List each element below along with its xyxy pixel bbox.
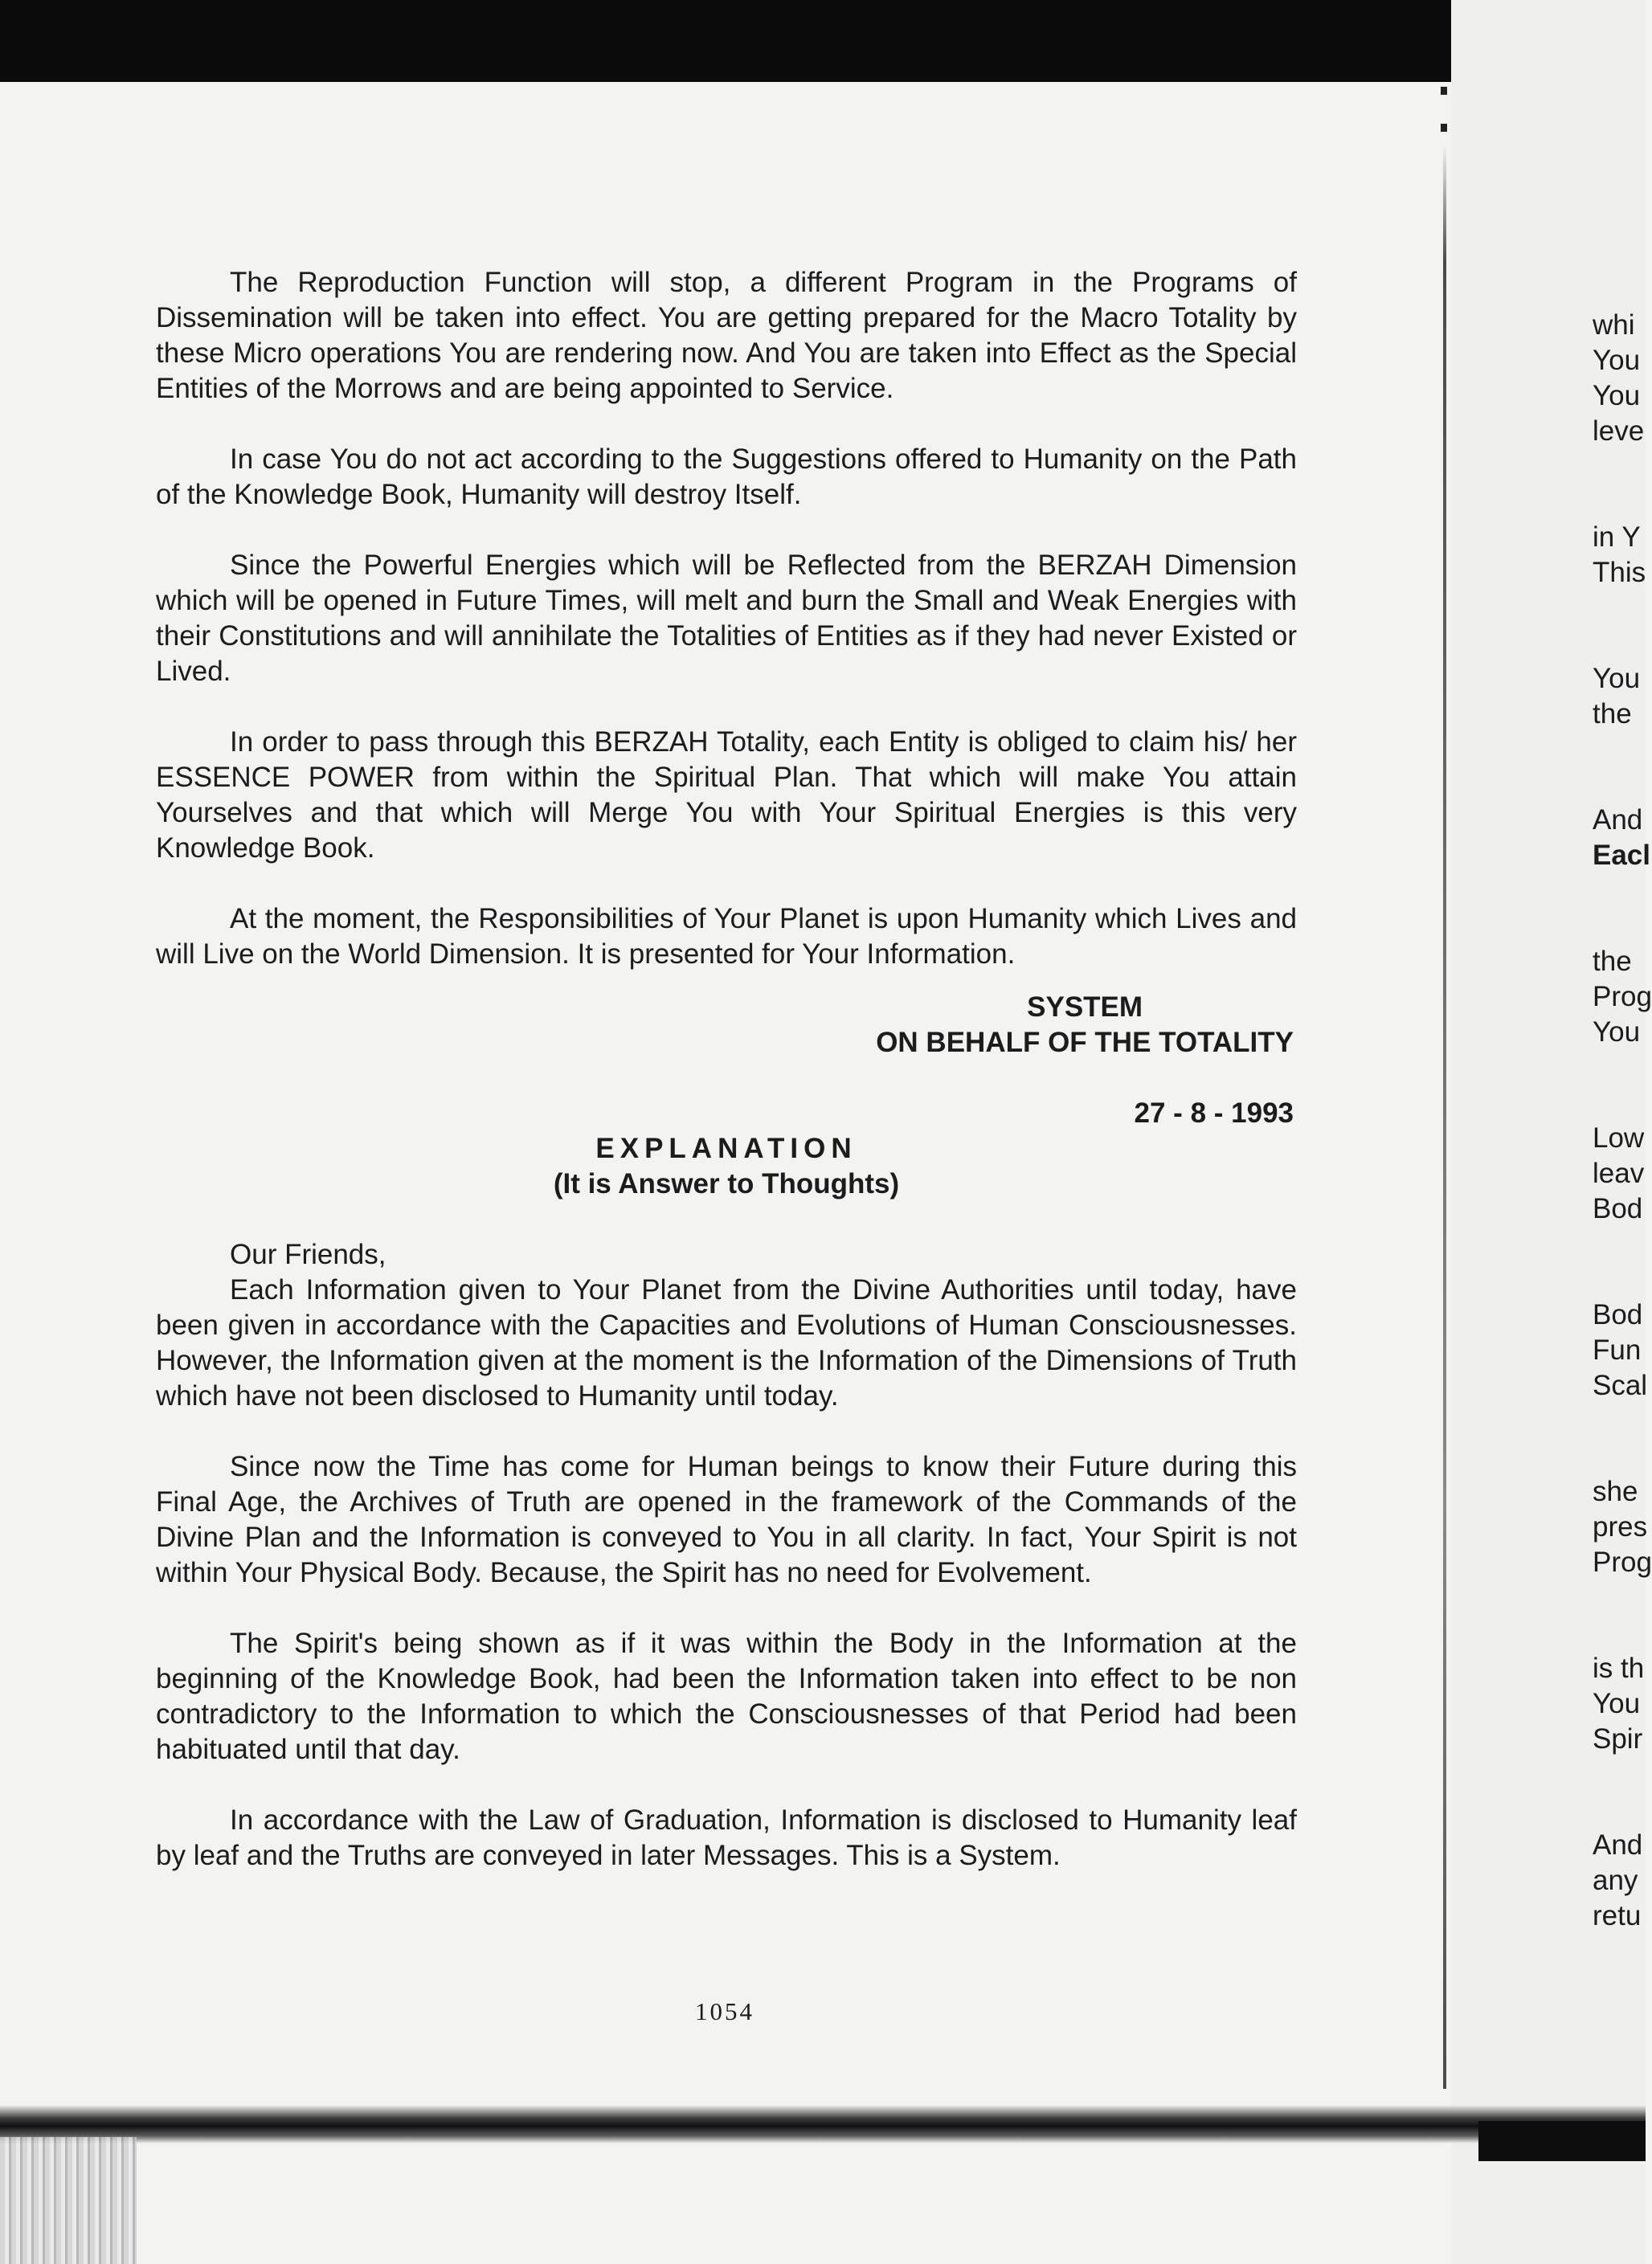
facing-page-fragment: the	[1593, 946, 1632, 977]
facing-page-fragment: And	[1593, 804, 1643, 836]
facing-page-fragment: Bod	[1593, 1299, 1643, 1330]
facing-page-fragment: pres	[1593, 1511, 1648, 1543]
facing-page-fragment: Spir	[1593, 1723, 1643, 1755]
signature-block	[156, 990, 1297, 1060]
page-body	[156, 265, 1297, 1874]
scan-bottom-shadow	[0, 2105, 1646, 2143]
page-gutter-line	[1443, 145, 1446, 2089]
facing-page-fragment: This	[1593, 557, 1646, 588]
facing-page-fragment: You	[1593, 380, 1641, 411]
scan-bottom-corner	[0, 2137, 137, 2264]
facing-page-fragment: You	[1593, 663, 1641, 694]
body-paragraph: In case You do not act according to the Suggestions offered to Humanity on the Path of the Knowledge Book, Humanity will destroy Itself.	[156, 443, 1297, 510]
facing-page-fragment: Eacl	[1593, 840, 1650, 871]
scan-bottom-right-shadow	[1478, 2121, 1646, 2161]
facing-page-fragment: in Y	[1593, 521, 1641, 553]
body-paragraph: At the moment, the Responsibilities of Your Planet is upon Humanity which Lives and will Live on the World Dimension. It is presented for Your Information.	[156, 903, 1297, 970]
page-number: 1054	[695, 1997, 754, 2025]
salutation: Our Friends,	[230, 1239, 386, 1270]
signature-line-1: SYSTEM	[1027, 991, 1143, 1023]
facing-page-fragment: You	[1593, 1688, 1641, 1719]
facing-page-fragment: Prog	[1593, 1547, 1652, 1578]
section-heading: EXPLANATION	[595, 1133, 857, 1164]
signature-line-2: ON BEHALF OF THE TOTALITY	[876, 1027, 1294, 1058]
facing-page-fragment: Scal	[1593, 1370, 1648, 1401]
body-paragraph: Each Information given to Your Planet from the Divine Authorities until today, have been given in accordance with the Capacities and Evolutions of Human Consciousnesses. However, the Information given at the moment is the Information of the Dimensions of Truth which have not been disclosed to Humanity until today.	[156, 1274, 1297, 1412]
facing-page-fragment: You	[1593, 345, 1641, 376]
body-paragraph: In accordance with the Law of Graduation, Information is disclosed to Humanity leaf by leaf and the Truths are conveyed in later Messages. This is a System.	[156, 1804, 1297, 1871]
scan-top-border	[0, 0, 1646, 82]
facing-page-fragment: Prog	[1593, 981, 1652, 1012]
body-paragraph: The Spirit's being shown as if it was within the Body in the Information at the beginning of the Knowledge Book, had been the Information taken into effect to be non contradictory to the Information to which the Consciousnesses of that Period had been habituated until that day.	[156, 1628, 1297, 1765]
facing-page-fragment: And	[1593, 1829, 1643, 1861]
body-paragraph: In order to pass through this BERZAH Totality, each Entity is obliged to claim his/ her ESSENCE POWER from within the Spiritual Plan. That which will make You attain Yourselves and that which will Merge You with Your Spiritual Energies is this very Knowledge Book.	[156, 726, 1297, 864]
facing-page-fragment: retu	[1593, 1900, 1642, 1931]
facing-page-fragment: Low	[1593, 1122, 1645, 1154]
facing-page-fragment: is th	[1593, 1653, 1645, 1684]
facing-page-fragment: Bod	[1593, 1193, 1643, 1224]
section-subheading: (It is Answer to Thoughts)	[553, 1168, 900, 1199]
body-paragraph: The Reproduction Function will stop, a different Program in the Programs of Dissemination will be taken into effect. You are getting prepared for the Macro Totality by these Micro operations You are rendering now. And You are taken into Effect as the Special Entities of the Morrows and are being appointed to Service.	[156, 267, 1297, 404]
gutter-mark	[1441, 124, 1447, 132]
facing-page-fragment: You	[1593, 1016, 1641, 1048]
gutter-mark	[1441, 87, 1447, 95]
facing-page-fragment: the	[1593, 698, 1632, 729]
facing-page-fragment: whi	[1593, 309, 1635, 341]
facing-page-fragment: she	[1593, 1476, 1638, 1507]
facing-page-fragment: leav	[1593, 1158, 1645, 1189]
body-paragraph: Since the Powerful Energies which will be Reflected from the BERZAH Dimension which will be opened in Future Times, will melt and burn the Small and Weak Energies with their Constitutions and will annihilate the Totalities of Entities as if they had never Existed or Lived.	[156, 550, 1297, 687]
message-date: 27 - 8 - 1993	[1134, 1097, 1294, 1129]
facing-page-fragment: Fun	[1593, 1334, 1642, 1366]
facing-page-fragment: any	[1593, 1865, 1638, 1896]
body-paragraph: Since now the Time has come for Human beings to know their Future during this Final Age, the Archives of Truth are opened in the framework of the Commands of the Divine Plan and the Information is conveyed to You in all clarity. In fact, Your Spirit is not within Your Physical Body. Because, the Spirit has no need for Evolvement.	[156, 1451, 1297, 1588]
facing-page-fragment: leve	[1593, 415, 1645, 447]
